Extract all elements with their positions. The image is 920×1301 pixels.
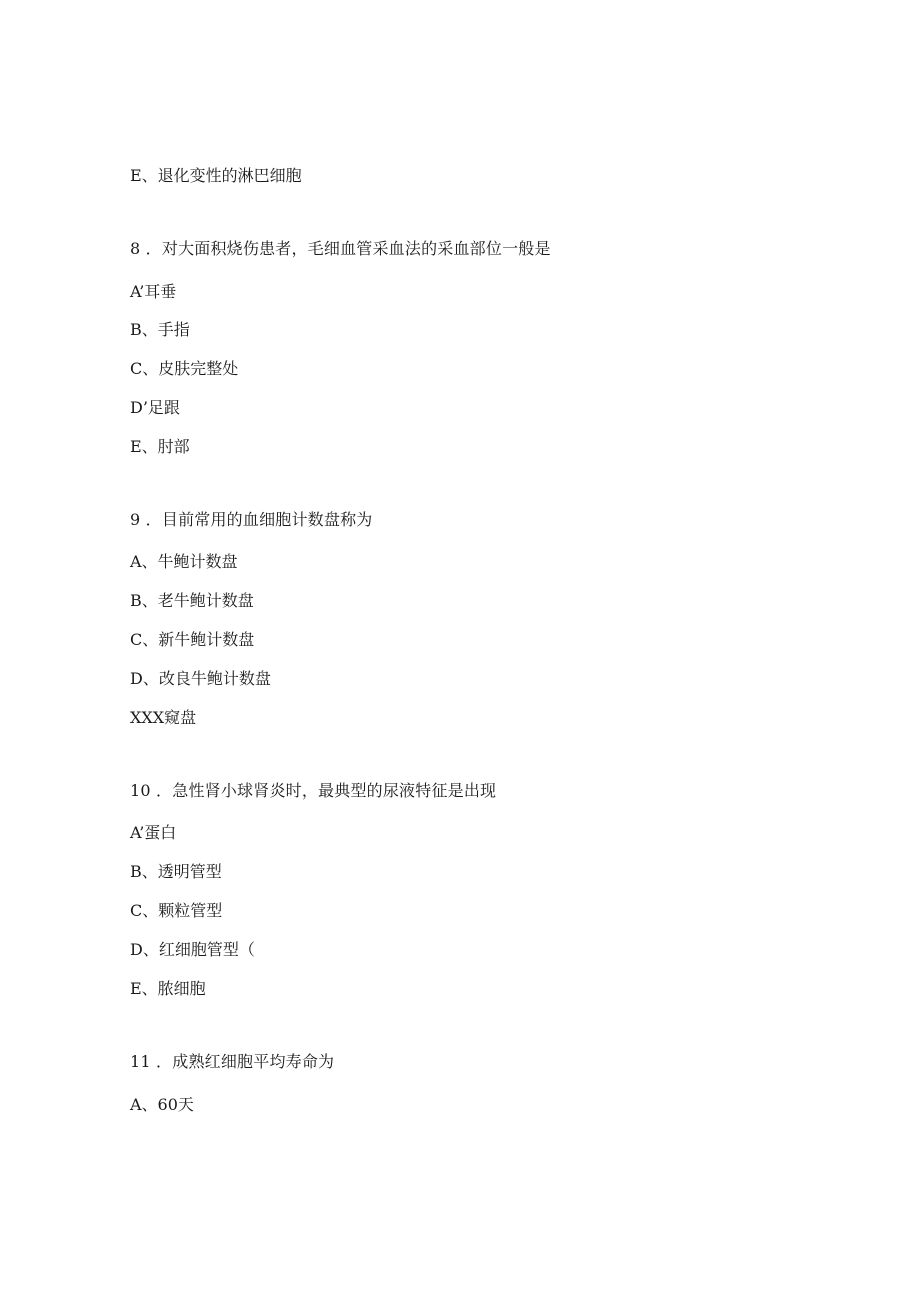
q8-option-d: D’足跟 (130, 398, 180, 417)
q10-option-c: C、颗粒管型 (130, 901, 223, 920)
q10-option-d: D、红细胞管型（ (130, 940, 255, 959)
q11-stem: 11 ．成熟红细胞平均寿命为 (130, 1052, 335, 1071)
q10-option-e: E、脓细胞 (130, 979, 206, 998)
q9-option-c: C、新牛鲍计数盘 (130, 630, 255, 649)
q10-option-a: A’蛋白 (130, 823, 177, 842)
q9-option-e: XXX窥盘 (130, 708, 197, 727)
q8-option-a: A’耳垂 (130, 282, 177, 301)
q9-option-a: A、牛鲍计数盘 (130, 552, 238, 571)
q10-stem: 10 ．急性肾小球肾炎时，最典型的尿液特征是出现 (130, 781, 497, 800)
q8-option-e: E、肘部 (130, 437, 190, 456)
q8-option-c: C、皮肤完整处 (130, 359, 239, 378)
q9-stem: 9 ．目前常用的血细胞计数盘称为 (130, 510, 373, 529)
q7-option-e: E、退化变性的淋巴细胞 (130, 166, 302, 185)
q10-option-b: B、透明管型 (130, 862, 222, 881)
q8-option-b: B、手指 (130, 320, 190, 339)
q8-stem: 8 ．对大面积烧伤患者，毛细血管采血法的采血部位一般是 (130, 239, 551, 258)
q9-option-d: D、改良牛鲍计数盘 (130, 669, 271, 688)
q11-option-a: A、60天 (130, 1095, 194, 1114)
q9-option-b: B、老牛鲍计数盘 (130, 591, 254, 610)
